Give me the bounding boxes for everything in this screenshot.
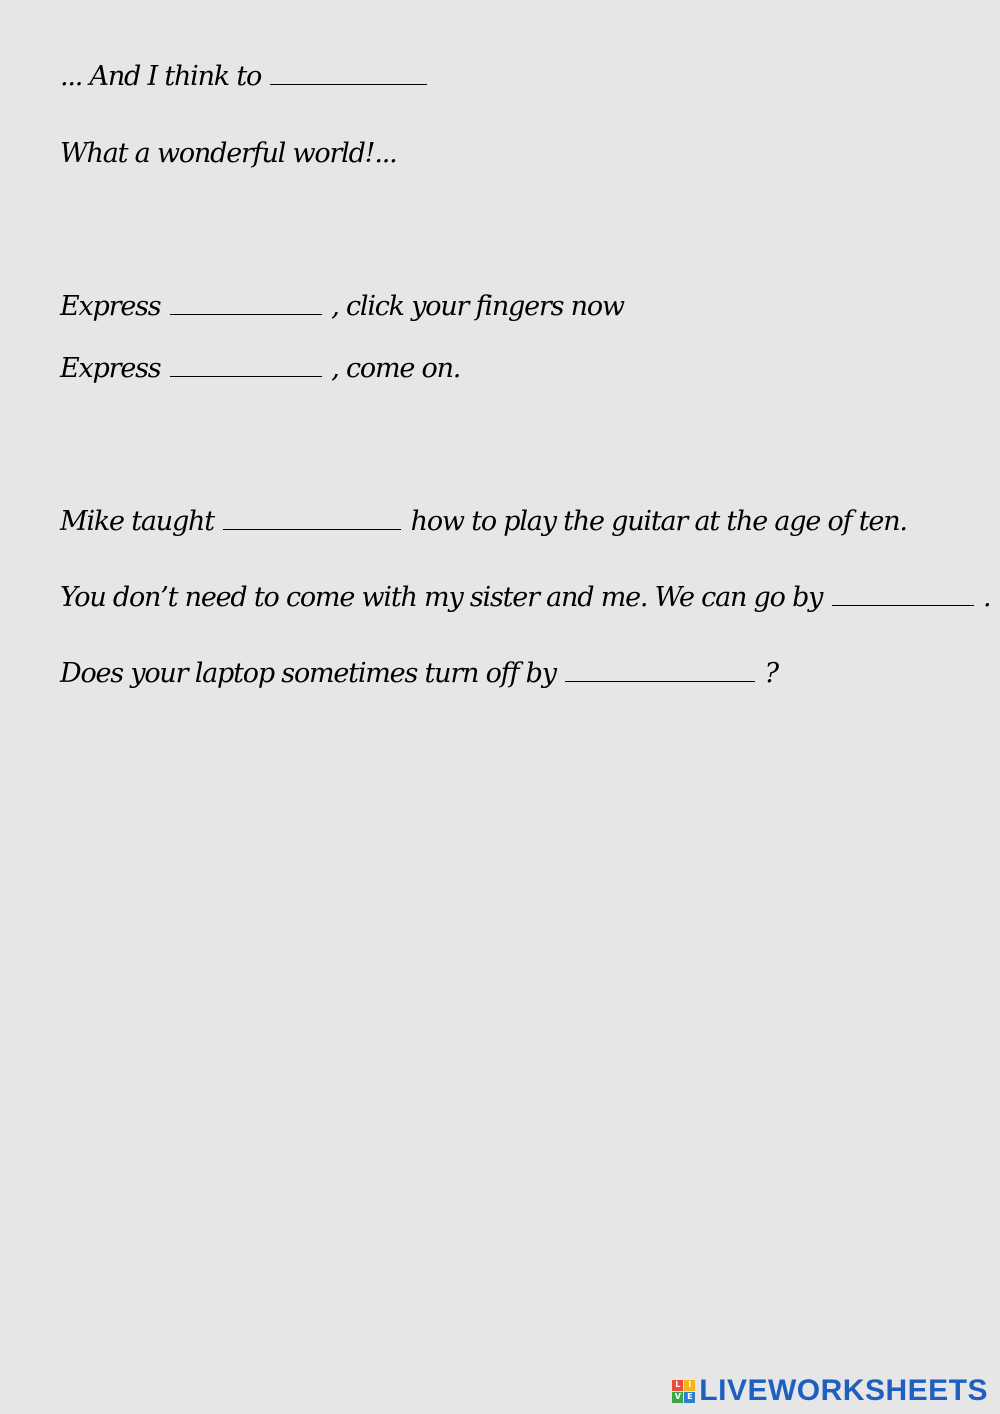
lyric-line-4 [60,352,460,386]
line-3-text-after-blank: , click your fingers now [331,291,624,322]
exercise-3-text-before-blank: Does your laptop sometimes turn off by [60,658,556,689]
liveworksheets-logo [672,1376,988,1406]
exercise-3-text-after-blank: ? [764,658,778,689]
logo-mark-letter-v: V [672,1392,683,1403]
exercise-line-1 [60,505,907,539]
line-1-text-before-blank: ... And I think to [60,61,262,92]
answer-blank-4[interactable] [223,505,401,530]
lyric-line-1 [60,60,429,94]
lyric-line-2 [60,137,396,171]
exercise-line-3 [60,657,778,691]
line-4-text-before-blank: Express [60,353,161,384]
exercise-2-text-after-blank: . [983,582,991,613]
line-4-text-after-blank: , come on. [331,353,461,384]
logo-mark-letter-i: I [684,1380,695,1391]
line-3-text-before-blank: Express [60,291,161,322]
exercise-line-2 [60,581,990,615]
liveworksheets-logo-icon [672,1380,695,1403]
exercise-1-text-after-blank: how to play the guitar at the age of ten. [410,506,907,537]
answer-blank-6[interactable] [565,657,755,682]
answer-blank-2[interactable] [170,290,322,315]
exercise-2-text-before-blank: You don’t need to come with my sister and me. We can go by [60,582,823,613]
lyric-line-3 [60,290,624,324]
logo-mark-letter-l: L [672,1380,683,1391]
line-2-text: What a wonderful world!... [60,138,397,169]
answer-blank-1[interactable] [270,60,427,85]
logo-mark-letter-e: E [684,1392,695,1403]
liveworksheets-logo-text: LIVEWORKSHEETS [699,1374,988,1407]
answer-blank-5[interactable] [832,581,974,606]
exercise-1-text-before-blank: Mike taught [60,506,214,537]
answer-blank-3[interactable] [170,352,322,377]
